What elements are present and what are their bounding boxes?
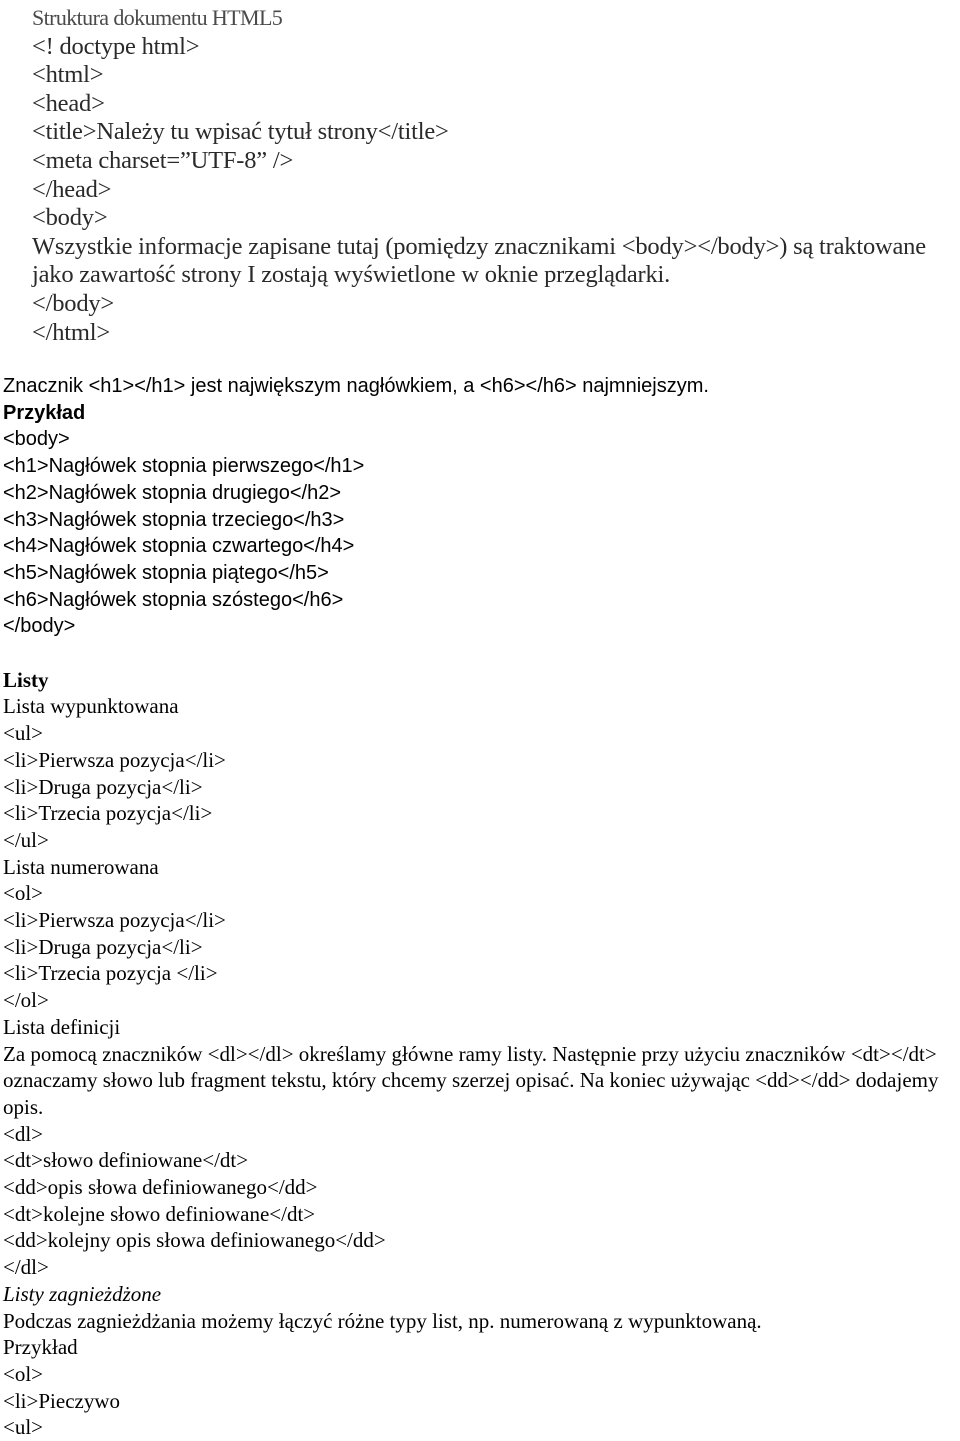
section-title-lists: Listy bbox=[3, 667, 49, 692]
scan-code-line: <! doctype html> bbox=[32, 32, 200, 60]
code-line: <ul> bbox=[3, 1415, 44, 1440]
code-line: <ul> bbox=[3, 721, 44, 746]
code-line: <li>Pierwsza pozycja</li> bbox=[3, 908, 226, 933]
scan-code-line: <title>Należy tu wpisać tytuł strony</title> bbox=[32, 118, 449, 146]
code-line: </ul> bbox=[3, 827, 49, 852]
code-line: <dt>kolejne słowo definiowane</dt> bbox=[3, 1201, 316, 1226]
code-line: <h4>Nagłówek stopnia czwartego</h4> bbox=[3, 535, 355, 558]
code-line: </ol> bbox=[3, 988, 49, 1013]
code-line: <body> bbox=[3, 428, 70, 451]
code-line: <h6>Nagłówek stopnia szóstego</h6> bbox=[3, 588, 344, 611]
bulleted-list-label: Lista wypunktowana bbox=[3, 694, 179, 719]
code-line: </dl> bbox=[3, 1255, 49, 1280]
scan-body-paragraph: Wszystkie informacje zapisane tutaj (pomiędzy znacznikami <body></body>) są traktowane jako zawartość strony I zostają wyświetlone w oknie przeglądarki. bbox=[32, 232, 926, 289]
scan-code-line: </html> bbox=[32, 318, 110, 346]
code-line: <ol> bbox=[3, 1362, 44, 1386]
code-line: <ol> bbox=[3, 881, 44, 906]
definition-description: Za pomocą znaczników <dl></dl> określamy główne ramy listy. Następnie przy użyciu znaczników <dt></dt> oznaczamy słowo lub fragment tekstu, który chcemy szerzej opisać. Na koniec używając <dd></dd> dodajemy opis. bbox=[3, 1041, 939, 1119]
code-line: <h5>Nagłówek stopnia piątego</h5> bbox=[3, 561, 329, 584]
nested-example-label: Przykład bbox=[3, 1335, 78, 1360]
scan-title: Struktura dokumentu HTML5 bbox=[32, 5, 283, 30]
scan-code-line: </head> bbox=[32, 175, 112, 203]
example-label: Przykład bbox=[3, 401, 86, 424]
scan-code-line: </body> bbox=[32, 289, 115, 317]
code-line: <li>Pierwsza pozycja</li> bbox=[3, 747, 226, 772]
nested-list-label: Listy zagnieżdżone bbox=[3, 1281, 162, 1306]
scan-code-line: <meta charset=”UTF-8” /> bbox=[32, 146, 294, 174]
code-line: <li>Druga pozycja</li> bbox=[3, 774, 203, 799]
code-line: <h1>Nagłówek stopnia pierwszego</h1> bbox=[3, 455, 365, 478]
document-body bbox=[3, 373, 953, 1441]
scan-code-line: <body> bbox=[32, 204, 108, 232]
code-line: <li>Trzecia pozycja</li> bbox=[3, 801, 213, 826]
definition-list-label: Lista definicji bbox=[3, 1014, 121, 1039]
code-line: </body> bbox=[3, 615, 76, 638]
code-line: <h3>Nagłówek stopnia trzeciego</h3> bbox=[3, 508, 345, 531]
code-line: <dt>słowo definiowane</dt> bbox=[3, 1148, 249, 1173]
scanned-code-image bbox=[32, 4, 957, 347]
scan-code-line: <head> bbox=[32, 89, 105, 117]
code-line: <dl> bbox=[3, 1121, 44, 1146]
numbered-list-label: Lista numerowana bbox=[3, 854, 159, 879]
code-line: <li>Pieczywo bbox=[3, 1388, 120, 1413]
code-line: <h2>Nagłówek stopnia drugiego</h2> bbox=[3, 481, 342, 504]
code-line: <dd>kolejny opis słowa definiowanego</dd> bbox=[3, 1228, 386, 1253]
code-line: <li>Druga pozycja</li> bbox=[3, 934, 203, 959]
scan-code-line: <html> bbox=[32, 61, 104, 89]
code-line: <dd>opis słowa definiowanego</dd> bbox=[3, 1175, 318, 1200]
headings-intro: Znacznik <h1></h1> jest największym nagłówkiem, a <h6></h6> najmniejszym. bbox=[3, 375, 709, 397]
code-line: <li>Trzecia pozycja </li> bbox=[3, 961, 218, 986]
nested-description: Podczas zagnieżdżania możemy łączyć różne typy list, np. numerowaną z wypunktowaną. bbox=[3, 1308, 762, 1333]
